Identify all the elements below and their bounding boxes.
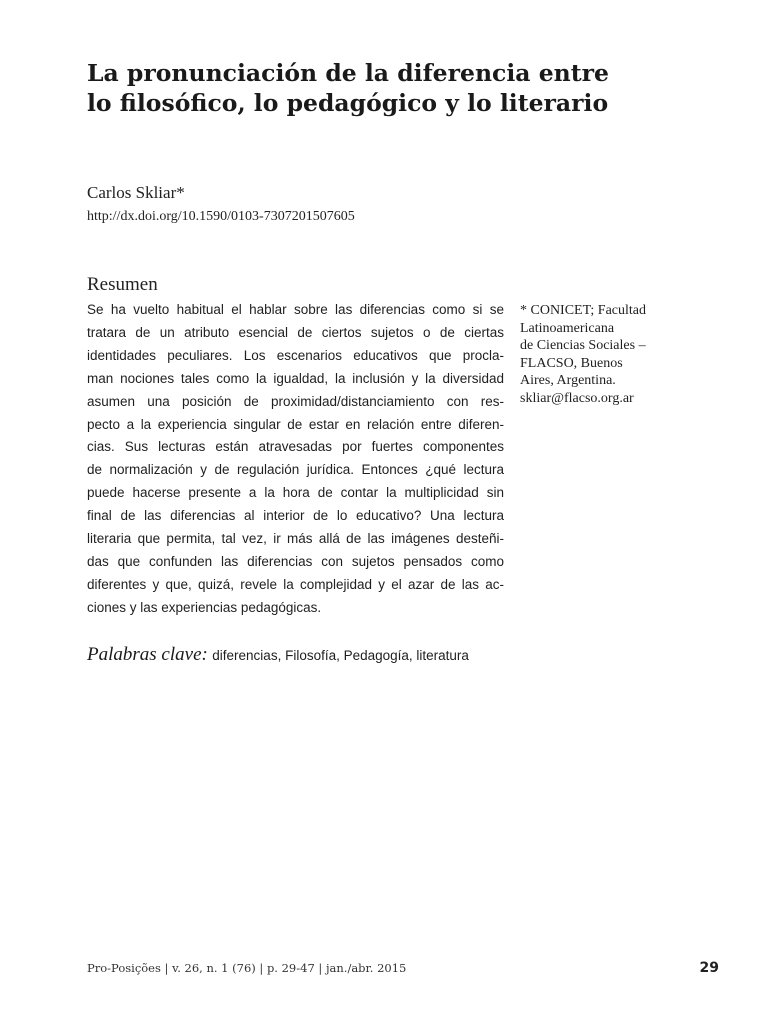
abstract-line: puede hacerse presente a la hora de contar la multiplicidad sin [87, 485, 504, 501]
abstract-line: pecto a la experiencia singular de estar en relación entre diferen- [87, 416, 504, 432]
journal-citation: Pro-Posições | v. 26, n. 1 (76) | p. 29-47 | jan./abr. 2015 [87, 961, 407, 975]
abstract-body [87, 299, 504, 620]
abstract-line: asumen una posición de proximidad/distanciamiento con res- [87, 393, 504, 409]
abstract-line: de normalización y de regulación jurídica. Entonces ¿qué lectura [87, 462, 504, 478]
page-number: 29 [699, 960, 719, 976]
doi-link[interactable]: http://dx.doi.org/10.1590/0103-7307201507605 [87, 209, 355, 224]
abstract-line: das que confunden las diferencias con sujetos pensados como [87, 553, 504, 569]
footnote-line: de Ciencias Sociales – [520, 338, 646, 353]
keywords-label: Palabras clave: [87, 644, 208, 665]
author-name: Carlos Skliar* [87, 183, 185, 202]
footnote-line: FLACSO, Buenos [520, 355, 623, 371]
abstract-heading: Resumen [87, 274, 158, 295]
author-affiliation-footnote [520, 302, 690, 407]
article-title [87, 58, 647, 118]
abstract-line: ciones y las experiencias pedagógicas. [87, 599, 322, 615]
abstract-line: man nociones tales como la igualdad, la inclusión y la diversidad [87, 370, 504, 386]
title-line: lo filosófico, lo pedagógico y lo literario [87, 89, 609, 117]
author-email[interactable]: skliar@flacso.org.ar [520, 390, 634, 406]
abstract-line: tratara de un atributo esencial de ciertos sujetos o de ciertas [87, 324, 504, 340]
footnote-line: Latinoamericana [520, 320, 615, 336]
abstract-line: cias. Sus lecturas están atravesadas por fuertes componentes [87, 439, 504, 455]
abstract-line: Se ha vuelto habitual el hablar sobre las diferencias como si se [87, 302, 504, 317]
keywords-values: diferencias, Filosofía, Pedagogía, literatura [212, 648, 469, 663]
footnote-line: * CONICET; Facultad [520, 303, 646, 318]
abstract-line: diferentes y que, quizá, revele la complejidad y el azar de las ac- [87, 576, 504, 592]
abstract-line: literaria que permita, tal vez, ir más allá de las imágenes desteñi- [87, 531, 504, 547]
abstract-line: final de las diferencias al interior de lo educativo? Una lectura [87, 508, 504, 524]
keywords [87, 644, 469, 666]
footnote-line: Aires, Argentina. [520, 373, 616, 388]
abstract-line: identidades peculiares. Los escenarios educativos que procla- [87, 347, 504, 363]
title-line: La pronunciación de la diferencia entre [87, 59, 609, 87]
